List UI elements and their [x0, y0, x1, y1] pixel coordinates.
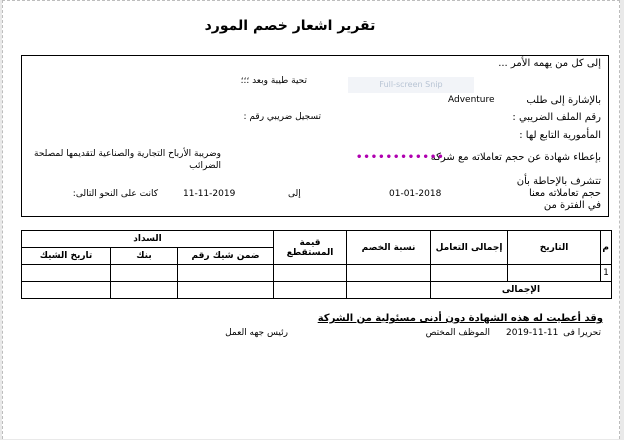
tax-reg-label: تسجيل ضريبي رقم :	[243, 112, 321, 122]
total-cheque-no	[178, 282, 274, 299]
col-date: التاريخ	[508, 231, 601, 265]
col-num: م	[601, 231, 612, 265]
row-num: 1	[601, 265, 612, 282]
row-date	[508, 265, 601, 282]
office-label: المأمورية التابع لها :	[519, 130, 601, 141]
col-payment: السداد	[22, 231, 274, 248]
tax-purpose: وضريبة الأرباح التجارية والصناعية لتقديمها لمصلحة الضرائب	[34, 149, 221, 171]
col-cheque-no: ضمن شيك رقم	[178, 248, 274, 265]
request-label: بالإشارة إلى طلب	[526, 95, 601, 106]
row-cheque-no	[178, 265, 274, 282]
col-total-dealing: إجمالى التعامل	[431, 231, 508, 265]
notify-label: تتشرف بالإحاطة بأن حجم تعاملاته معنا في الفترة من	[516, 176, 601, 211]
table-row	[22, 265, 612, 282]
company-placeholder: ••••••••••••	[356, 152, 445, 163]
total-discount-rate	[347, 282, 431, 299]
as-follows: كانت على النحو التالى:	[72, 189, 158, 199]
report-title: تقرير اشعار خصم المورد	[204, 18, 376, 34]
snip-overlay: Full-screen Snip	[348, 77, 474, 93]
letter-to: إلى كل من يهمه الأمر ...	[498, 58, 601, 69]
total-deducted-value	[274, 282, 347, 299]
written-date: 2019-11-11	[506, 328, 559, 338]
written-label: تحريرا فى	[563, 328, 601, 338]
row-total-dealing	[431, 265, 508, 282]
letter-greeting: تحية طيبة وبعد ؛؛؛	[240, 76, 307, 86]
table-header-row	[22, 231, 612, 248]
row-cheque-date	[22, 265, 111, 282]
officer-label: الموظف المختص	[425, 328, 490, 338]
row-deducted-value	[274, 265, 347, 282]
date-from: 01-01-2018	[389, 189, 442, 199]
total-cheque-date	[22, 282, 111, 299]
col-cheque-date: تاريخ الشيك	[22, 248, 111, 265]
report-page	[2, 0, 620, 439]
total-label: الإجمالى	[431, 282, 612, 299]
row-bank	[111, 265, 178, 282]
col-deducted-value: قيمة المستقطع	[274, 231, 347, 265]
footer-statement: وقد أعطيت له هذه الشهادة دون أدنى مسئولية من الشركة	[317, 313, 603, 324]
col-bank: بنك	[111, 248, 178, 265]
row-discount-rate	[347, 265, 431, 282]
head-label: رئيس جهه العمل	[225, 328, 288, 338]
col-discount-rate: نسبة الخصم	[347, 231, 431, 265]
to-label: إلى	[288, 189, 301, 199]
tax-file-label: رقم الملف الضريبي :	[512, 112, 601, 123]
table-total-row	[22, 282, 612, 299]
supplier-name: Adventure	[448, 95, 495, 105]
total-bank	[111, 282, 178, 299]
cert-label: بإعطاء شهادة عن حجم تعاملاته مع شركة	[430, 152, 601, 163]
dealing-table	[21, 230, 612, 299]
date-to: 11-11-2019	[183, 189, 236, 199]
